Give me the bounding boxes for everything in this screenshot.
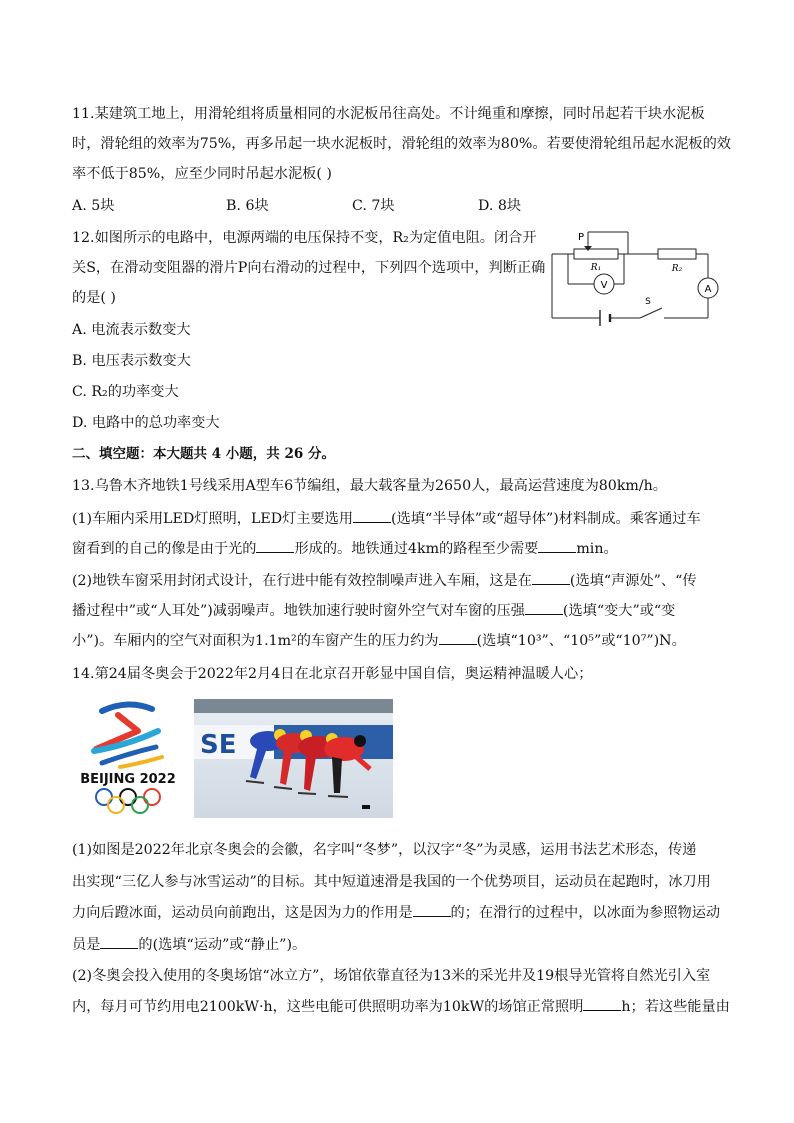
answer-blank[interactable] [538, 538, 576, 553]
answer-blank[interactable] [353, 508, 391, 523]
q11-line1: 11.某建筑工地上，用滑轮组将质量相同的水泥板吊往高处。不计绳重和摩擦，同时吊起若干块水泥板 [72, 106, 705, 122]
q13-p2-text-d: (选填“变大”或“变 [562, 603, 676, 619]
q14-part2-line1: (2)冬奥会投入使用的冬奥场馆“冰立方”，场馆依靠直径为13米的采光井及19根导光管将自然光引入室 [72, 968, 711, 984]
q13-part1-line1 [72, 508, 701, 529]
q14-p2-text-c: h；若这些能量由 [621, 999, 730, 1015]
q14-p1-text-c: 力向后蹬冰面，运动员向前跑出，这是因为力的作用是 [72, 905, 413, 921]
speed-skating-photo [194, 699, 393, 818]
q11-option-c: C. 7块 [352, 198, 395, 214]
q14-part1-line2: 出实现“三亿人参与冰雪运动”的目标。其中短道速滑是我国的一个优势项目，运动员在起跑时，冰刀用 [72, 874, 711, 890]
q13-p2-text-f: (选填“10³”、“10⁵”或“10⁷”)N。 [476, 633, 686, 649]
q13-p1-text-d: 形成的。地铁通过4km的路程至少需要 [294, 541, 539, 557]
q13-p1-text-b: (选填“半导体”或“超导体”)材料制成。乘客通过车 [391, 511, 701, 527]
q12-option-a: A. 电流表示数变大 [72, 322, 191, 338]
q14-p1-text-f: 的(选填“运动”或“静止”)。 [138, 937, 307, 953]
q13-part2-line2 [72, 600, 675, 621]
answer-blank[interactable] [413, 902, 451, 917]
answer-blank[interactable] [100, 934, 138, 949]
q13-p2-text-e: 小”)。车厢内的空气对面积为1.1m²的车窗产生的压力约为 [72, 633, 439, 649]
q13-line1: 13.乌鲁木齐地铁1号线采用A型车6节编组，最大载客量为2650人，最高运营速度为80km/h。 [72, 478, 667, 494]
q12-option-b: B. 电压表示数变大 [72, 353, 191, 369]
emblem-text: BEIJING 2022 [80, 772, 176, 787]
q12-line1: 12.如图所示的电路中，电源两端的电压保持不变，R₂为定值电阻。闭合开 [72, 230, 537, 246]
label-r2: R₂ [671, 264, 683, 274]
ammeter-icon: A [704, 284, 712, 295]
q11-line3: 率不低于85%，应至少同时吊起水泥板( ) [72, 166, 332, 182]
label-p: P [577, 232, 584, 243]
label-s: S [645, 297, 651, 307]
label-r1: R₁ [590, 263, 602, 273]
q12-line2: 关S，在滑动变阻器的滑片P向右滑动的过程中，下列四个选项中，判断正确 [72, 260, 546, 276]
q11-option-d: D. 8块 [478, 198, 522, 214]
beijing-2022-emblem [72, 697, 184, 815]
q14-line1: 14.第24届冬奥会于2022年2月4日在北京召开彰显中国自信，奥运精神温暖人心； [72, 666, 593, 682]
q13-part2-line1 [72, 570, 697, 591]
answer-blank[interactable] [583, 996, 621, 1011]
q13-part2-line3 [72, 630, 686, 651]
voltmeter-icon: V [600, 280, 608, 291]
q13-p2-text-a: (2)地铁车窗采用封闭式设计，在行进中能有效控制噪声进入车厢，这是在 [72, 573, 532, 589]
q12-option-c: C. R₂的功率变大 [72, 384, 179, 400]
q11-line2: 时，滑轮组的效率为75%，再多吊起一块水泥板时，滑轮组的效率为80%。若要使滑轮组吊起水泥板的效 [72, 136, 731, 152]
circuit-diagram [548, 226, 726, 330]
q13-p1-text-c: 窗看到的自己的像是由于光的 [72, 541, 257, 557]
section-2-heading: 二、填空题：本大题共 4 小题，共 26 分。 [72, 446, 335, 462]
q13-p1-text-a: (1)车厢内采用LED灯照明，LED灯主要选用 [72, 511, 354, 527]
q11-option-a: A. 5块 [72, 198, 115, 214]
answer-blank[interactable] [525, 600, 563, 615]
olympic-rings-icon [96, 789, 160, 813]
q13-p2-text-c: 播过程中”或“人耳处”)减弱噪声。地铁加速行驶时窗外空气对车窗的压强 [72, 603, 525, 619]
svg-text:SE: SE [200, 730, 237, 760]
q12-line3: 的是( ) [72, 290, 116, 306]
q14-p1-text-d: 的；在滑行的过程中，以冰面为参照物运动 [450, 905, 721, 921]
q14-p1-text-e: 员是 [72, 937, 101, 953]
q14-part1-line4 [72, 934, 306, 955]
q13-p1-text-e: min。 [576, 541, 618, 557]
q13-part1-line2 [72, 538, 618, 559]
answer-blank[interactable] [256, 538, 294, 553]
q13-p2-text-b: (选填“声源处”、“传 [569, 573, 697, 589]
q14-part2-line2 [72, 996, 730, 1017]
q11-option-b: B. 6块 [226, 198, 269, 214]
q12-option-d: D. 电路中的总功率变大 [72, 415, 220, 431]
q14-part1-line1: (1)如图是2022年北京冬奥会的会徽，名字叫“冬梦”，以汉字“冬”为灵感，运用书法艺术形态，传递 [72, 842, 697, 858]
answer-blank[interactable] [439, 630, 477, 645]
answer-blank[interactable] [532, 570, 570, 585]
q14-part1-line3 [72, 902, 720, 923]
q14-p2-text-b: 内，每月可节约用电2100kW·h，这些电能可供照明功率为10kW的场馆正常照明 [72, 999, 584, 1015]
